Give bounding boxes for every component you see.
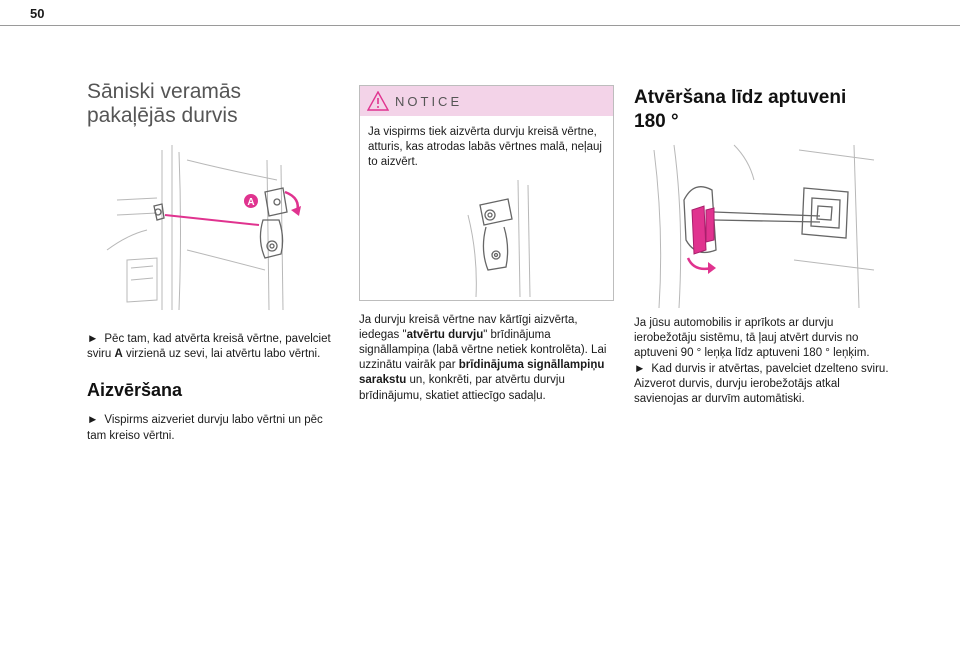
door-limiter-drawing: [634, 140, 889, 310]
limiter-description: Ja jūsu automobilis ir aprīkots ar durvju ierobežotāju sistēmu, tā ļauj atvērt durvis no aptuveni 90 ° leņķa līdz aptuveni 180 ° leņķim.: [634, 317, 870, 360]
warning-triangle-icon: [367, 91, 389, 111]
column-middle: [359, 85, 614, 404]
heading-closing: Aizvēršana: [87, 380, 183, 401]
arrow-icon: ►: [87, 414, 99, 427]
door-lever-illustration: [87, 140, 342, 315]
notice-text: Ja vispirms tiek aizvērta durvju kreisā vērtne, atturis, kas atrodas labās vērtnes malā, neļauj to aizvērt.: [368, 126, 602, 169]
arrow-icon: ►: [634, 362, 646, 375]
notice-header: [360, 86, 613, 116]
warning-lamp-paragraph: Ja durvju kreisā vērtne nav kārtīgi aizvērta, iedegas "atvērtu durvju" brīdinājuma signāllampiņa (labā vērtne netiek kontrolēta). Lai uzzinātu vairāk par brīdinājuma signāllampiņu sarakstu un, konkrēti, par atvērtu durvju brīdinājumu, skatiet attiecīgo sadaļu.: [359, 313, 607, 402]
column-right: [634, 86, 889, 407]
arrow-icon: ►: [87, 333, 99, 345]
limiter-reconnect-text: Aizverot durvis, durvju ierobežotājs atkal savienojas ar durvīm automātiski.: [634, 377, 840, 406]
instruction-pull-yellow-lever: ► Kad durvis ir atvērtas, pavelciet dzelteno sviru.: [634, 362, 889, 375]
door-lever-drawing: [87, 140, 342, 315]
instruction-pull-lever: ► Pēc tam, kad atvērta kreisā vērtne, pavelciet sviru A virzienā uz sevi, lai atvērtu labo vērtni.: [87, 333, 331, 361]
section-title: [87, 80, 342, 128]
notice-body: [360, 116, 613, 300]
door-stop-drawing: [368, 175, 603, 300]
door-limiter-illustration: [634, 140, 889, 310]
notice-box: [359, 85, 614, 301]
column-left: [87, 80, 342, 444]
notice-title: NOTICE: [395, 94, 463, 109]
callout-label-a: A: [247, 197, 255, 208]
section-title-line1: Sāniski veramās: [87, 80, 242, 103]
header-rule: [0, 25, 960, 26]
section-title-180: Atvēršana līdz aptuveni 180 °: [634, 87, 847, 132]
section-title-line2: pakaļējās durvis: [87, 104, 238, 127]
instruction-close-order: ► Vispirms aizveriet durvju labo vērtni un pēc tam kreiso vērtni.: [87, 414, 323, 442]
page-number: 50: [30, 6, 45, 21]
